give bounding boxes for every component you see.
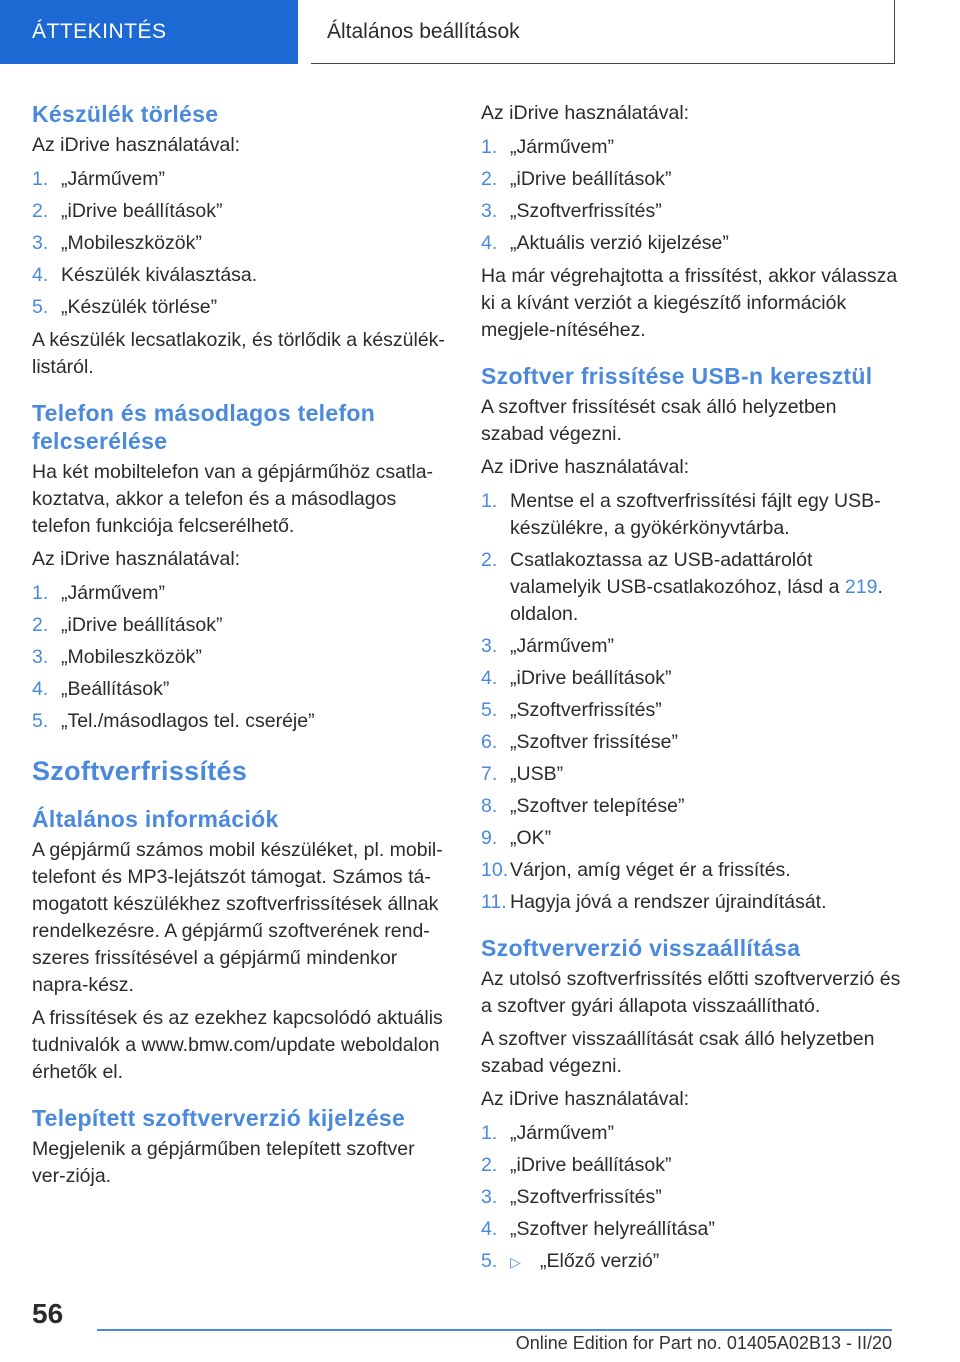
right-column [481, 100, 901, 1282]
edition-note: Online Edition for Part no. 01405A02B13 - II/20 [515, 1333, 892, 1353]
list-item: 6. „Szoftver frissítése” [481, 731, 678, 753]
steps-device-delete [32, 166, 452, 321]
steps-phone-swap [32, 580, 452, 735]
steps-version-restore [481, 1120, 901, 1276]
body-text: A szoftver frissítését csak álló helyzetben szabad végezni. [481, 396, 837, 445]
body-text: A gépjármű számos mobil készüléket, pl. mobil-telefont és MP3-lejátszót támogat. Számos tá-mogatott készülékhez szoftverfrissítések állnak rendelkezésre. A gépjármű szoftverének rend-szeres frissítésével a gépjármű mindenkor napra-kész. [32, 839, 443, 996]
heading-general-info: Általános információk [32, 806, 279, 832]
list-item: 5. „Készülék törlése” [32, 296, 218, 318]
heading-device-delete: Készülék törlése [32, 101, 219, 127]
heading-usb-update: Szoftver frissítése USB-n keresztül [481, 363, 873, 389]
left-column [32, 100, 452, 1196]
list-item: 1. „Járművem” [481, 136, 615, 158]
body-text: A szoftver visszaállítását csak álló helyzetben szabad végezni. [481, 1028, 875, 1077]
list-item: 9. „OK” [481, 827, 552, 849]
list-item: 5. ▷ „Előző verzió” [481, 1248, 901, 1276]
list-item: 4. „Beállítások” [32, 678, 170, 700]
list-item: 5. „Szoftverfrissítés” [481, 699, 662, 721]
list-item: 5. „Tel./másodlagos tel. cseréje” [32, 710, 315, 732]
list-item: 3. „Mobileszközök” [32, 646, 202, 668]
footer-divider [97, 1329, 892, 1331]
body-text: A készülék lecsatlakozik, és törlődik a készülék-listáról. [32, 329, 445, 378]
list-item: 4. „Aktuális verzió kijelzése” [481, 232, 729, 254]
list-item: 4. „iDrive beállítások” [481, 667, 672, 689]
heading-phone-swap: Telefon és másodlagos telefon felcserélése [32, 400, 376, 454]
list-item: 4. „Szoftver helyreállítása” [481, 1218, 715, 1240]
list-item: 3. „Szoftverfrissítés” [481, 200, 662, 222]
list-item: 1. Mentse el a szoftverfrissítési fájlt egy USB-készülékre, a gyökérkönyvtárba. [481, 490, 881, 539]
list-item: 2. Csatlakoztassa az USB-adattárolót valamelyik USB-csatlakozóhoz, lásd a 219. oldalon. [481, 549, 883, 625]
list-item: 2. „iDrive beállítások” [32, 200, 223, 222]
intro-text: Az iDrive használatával: [481, 456, 690, 478]
list-item: 1. „Járművem” [481, 1122, 615, 1144]
steps-show-version [481, 134, 901, 257]
intro-text: Az iDrive használatával: [32, 134, 241, 156]
chapter-tab: ÁTTEKINTÉS [0, 0, 298, 64]
steps-usb-update [481, 488, 901, 916]
list-item: 10. Várjon, amíg véget ér a frissítés. [481, 859, 791, 881]
list-item: 2. „iDrive beállítások” [32, 614, 223, 636]
triangle-right-icon: ▷ [510, 1254, 521, 1270]
list-item: 1. „Járművem” [32, 582, 166, 604]
list-item: 3. „Járművem” [481, 635, 615, 657]
list-item: 1. „Járművem” [32, 168, 166, 190]
body-text: A frissítések és az ezekhez kapcsolódó aktuális tudnivalók a www.bmw.com/update weboldalon érhetők el. [32, 1007, 443, 1083]
list-item: 2. „iDrive beállítások” [481, 1154, 672, 1176]
page-number: 56 [32, 1298, 64, 1329]
body-text: Ha két mobiltelefon van a gépjárműhöz csatla-koztatva, akkor a telefon és a másodlagos telefon funkciója felcserélhető. [32, 461, 434, 537]
intro-text: Az iDrive használatával: [481, 102, 690, 124]
list-item: 7. „USB” [481, 763, 564, 785]
heading-version-restore: Szoftververzió visszaállítása [481, 935, 801, 961]
body-text: Megjelenik a gépjárműben telepített szoftver ver-ziója. [32, 1138, 415, 1187]
heading-software-update: Szoftverfrissítés [32, 756, 248, 786]
list-item: 8. „Szoftver telepítése” [481, 795, 685, 817]
list-item: 3. „Szoftverfrissítés” [481, 1186, 662, 1208]
intro-text: Az iDrive használatával: [481, 1088, 690, 1110]
body-text: Az utolsó szoftverfrissítés előtti szoftververzió és a szoftver gyári állapota visszaállítható. [481, 968, 901, 1017]
list-item: 2. „iDrive beállítások” [481, 168, 672, 190]
list-item: 3. „Mobileszközök” [32, 232, 202, 254]
list-item: 11. Hagyja jóvá a rendszer újraindítását. [481, 891, 827, 913]
page-link[interactable]: 219 [844, 576, 878, 598]
intro-text: Az iDrive használatával: [32, 548, 241, 570]
heading-installed-version: Telepített szoftververzió kijelzése [32, 1105, 406, 1131]
section-title: Általános beállítások [311, 0, 895, 64]
list-item: 4. Készülék kiválasztása. [32, 264, 258, 286]
body-text: Ha már végrehajtotta a frissítést, akkor válassza ki a kívánt verziót a kiegészítő információk megjele-nítéséhez. [481, 265, 898, 341]
